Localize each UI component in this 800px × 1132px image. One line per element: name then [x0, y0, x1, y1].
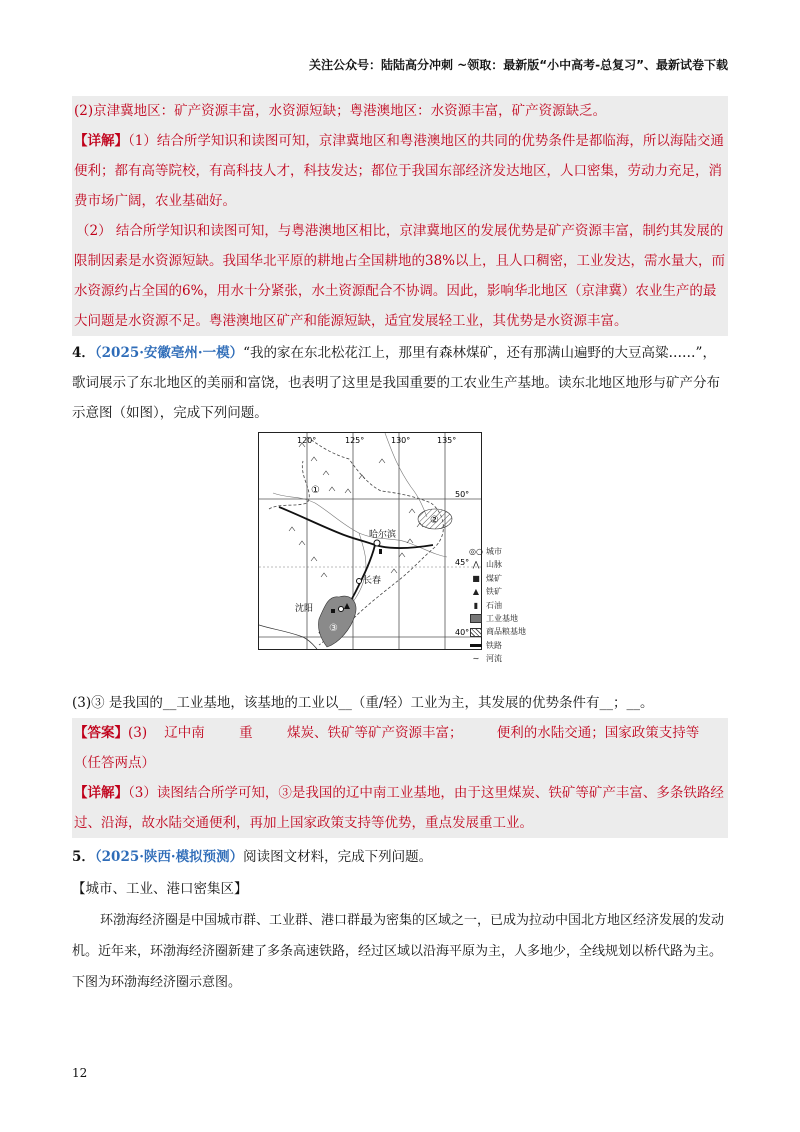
- passage-text: 环渤海经济圈是中国城市群、工业群、港口群最为密集的区域之一，已成为拉动中国北方地区经济发展的发动机。近年来，环渤海经济圈新建了多条高速铁路，经过区域以沿海平原为主，人多地少，全线规划以桥代路为主。下图为环渤海经济圈示意图。: [72, 913, 725, 990]
- question-source: （2025·陕西·模拟预测）: [94, 849, 244, 865]
- legend-item: [470, 639, 526, 652]
- detail-paragraph-1: [74, 126, 726, 216]
- answer-block-1: [72, 96, 728, 336]
- city-shenyang: [339, 607, 344, 612]
- legend-item: [470, 585, 526, 598]
- coal-mine: [331, 609, 335, 613]
- legend-item: [470, 652, 526, 665]
- coal-icon: ■: [472, 573, 480, 583]
- marker-label: ①: [311, 485, 320, 496]
- question-5: [72, 842, 728, 872]
- answer-line: [74, 718, 726, 778]
- main-content: [72, 96, 728, 428]
- legend-item: [470, 625, 526, 638]
- answer-block-4: [72, 718, 728, 838]
- question-source: （2025·安徽亳州·一模）: [94, 345, 244, 361]
- map-svg: [259, 433, 481, 649]
- legend-label: 山脉: [486, 560, 502, 570]
- question-text: “我的家在东北松花江上，那里有森林煤矿，还有那满山遍野的大豆高粱……”，歌词展示了东北地区的美丽和富饶，也表明了这里是我国重要的工农业生产基地。读东北地区地形与矿产分布示意图（如图），完成下列问题。: [72, 345, 720, 421]
- legend-item: [470, 599, 526, 612]
- oil-icon: ▮: [473, 600, 479, 610]
- question-number: 4．: [72, 345, 95, 361]
- detail-tag: 【详解】: [74, 133, 128, 149]
- iron-icon: ▲: [472, 587, 480, 597]
- legend-item: [470, 612, 526, 625]
- detail-text-1: （1）结合所学知识和读图可知，京津冀地区和粤港澳地区的共同的优势条件是都临海，所以海陆交通便利；都有高等院校，有高科技人才，科技发达；都位于我国东部经济发达地区，人口密集，劳动力充足，消费市场广阔，农业基础好。: [74, 133, 724, 209]
- oil-field: [379, 549, 382, 554]
- railway-icon: [470, 644, 482, 647]
- lon-label: 125°: [345, 436, 365, 445]
- city-label: 哈尔滨: [369, 530, 397, 540]
- city-harbin: [374, 540, 380, 546]
- lon-label: 120°: [297, 436, 317, 445]
- legend-item: [470, 545, 526, 558]
- lat-label: 40°: [455, 628, 470, 637]
- page-header: 关注公众号：陆陆高分冲刺 ~领取：最新版“小中高考-总复习”、最新试卷下载: [309, 58, 728, 72]
- legend-label: 工业基地: [486, 613, 518, 623]
- question-4: [72, 338, 728, 428]
- river-icon: ∼: [472, 654, 480, 664]
- legend-label: 河流: [486, 654, 502, 664]
- lon-label: 135°: [437, 436, 457, 445]
- answer-tag: 【答案】: [74, 725, 128, 741]
- northeast-map: [258, 432, 482, 650]
- grain-base-icon: [470, 628, 482, 637]
- lat-label: 50°: [455, 490, 470, 499]
- city-changchun: [357, 579, 362, 584]
- detail-text: （3）读图结合所学可知，③是我国的辽中南工业基地，由于这里煤炭、铁矿等矿产丰富、多条铁路经过、沿海，故水陆交通便利，再加上国家政策支持等优势，重点发展重工业。: [74, 785, 724, 831]
- detail-paragraph-2: （2） 结合所学知识和读图可知，与粤港澳地区相比，京津冀地区的发展优势是矿产资源丰富，制约其发展的限制因素是水资源短缺。我国华北平原的耕地占全国耕地的38%以上，且人口稠密，工业发达，需水量大，而水资源约占全国的6%，用水十分紧张，水土资源配合不协调。因此，影响华北地区（京津冀）农业生产的最大问题是水资源不足。粤港澳地区矿产和能源短缺，适宜发展轻工业，其优势是水资源丰富。: [74, 223, 726, 329]
- detail-tag: 【详解】: [74, 785, 128, 801]
- city-label: 沈阳: [295, 604, 314, 614]
- river: [385, 433, 427, 517]
- answer-text: (3) 辽中南 重 煤炭、铁矿等矿产资源丰富； 便利的水陆交通；国家政策支持等（任答两点）: [74, 725, 700, 771]
- industrial-base-icon: [470, 614, 482, 623]
- industrial-base-3: [318, 596, 356, 647]
- legend-label: 铁矿: [486, 587, 502, 597]
- map-legend: [470, 545, 526, 666]
- question-4-sub3: (3)③ 是我国的__工业基地，该基地的工业以__（重/轻）工业为主，其发展的优势条件有__；__。: [72, 695, 654, 711]
- marker-label: ③: [329, 623, 338, 634]
- legend-label: 铁路: [486, 640, 502, 650]
- reading-passage: [72, 905, 728, 998]
- lat-label: 45°: [455, 558, 470, 567]
- city-icon: ◎○: [469, 547, 483, 556]
- answer-line: (2)京津冀地区：矿产资源丰富，水资源短缺；粤港澳地区：水资源丰富，矿产资源缺乏。: [74, 103, 607, 119]
- lon-label: 130°: [391, 436, 411, 445]
- section-title: 【城市、工业、港口密集区】: [72, 881, 248, 897]
- detail-line: [74, 778, 726, 838]
- legend-item: [470, 572, 526, 585]
- question-text: 阅读图文材料，完成下列问题。: [243, 849, 433, 865]
- page-number: 12: [72, 1066, 88, 1080]
- legend-label: 城市: [486, 547, 502, 556]
- marker-label: ②: [430, 515, 439, 526]
- mountain-range: [289, 443, 423, 577]
- railway: [279, 507, 433, 548]
- border-line: [269, 461, 309, 509]
- legend-label: 煤矿: [486, 573, 502, 583]
- mountain-icon: ⋀: [472, 560, 480, 570]
- legend-label: 商品粮基地: [486, 627, 526, 637]
- question-number: 5．: [72, 849, 95, 865]
- city-label: 长春: [363, 576, 382, 586]
- legend-label: 石油: [486, 600, 502, 610]
- legend-item: [470, 558, 526, 571]
